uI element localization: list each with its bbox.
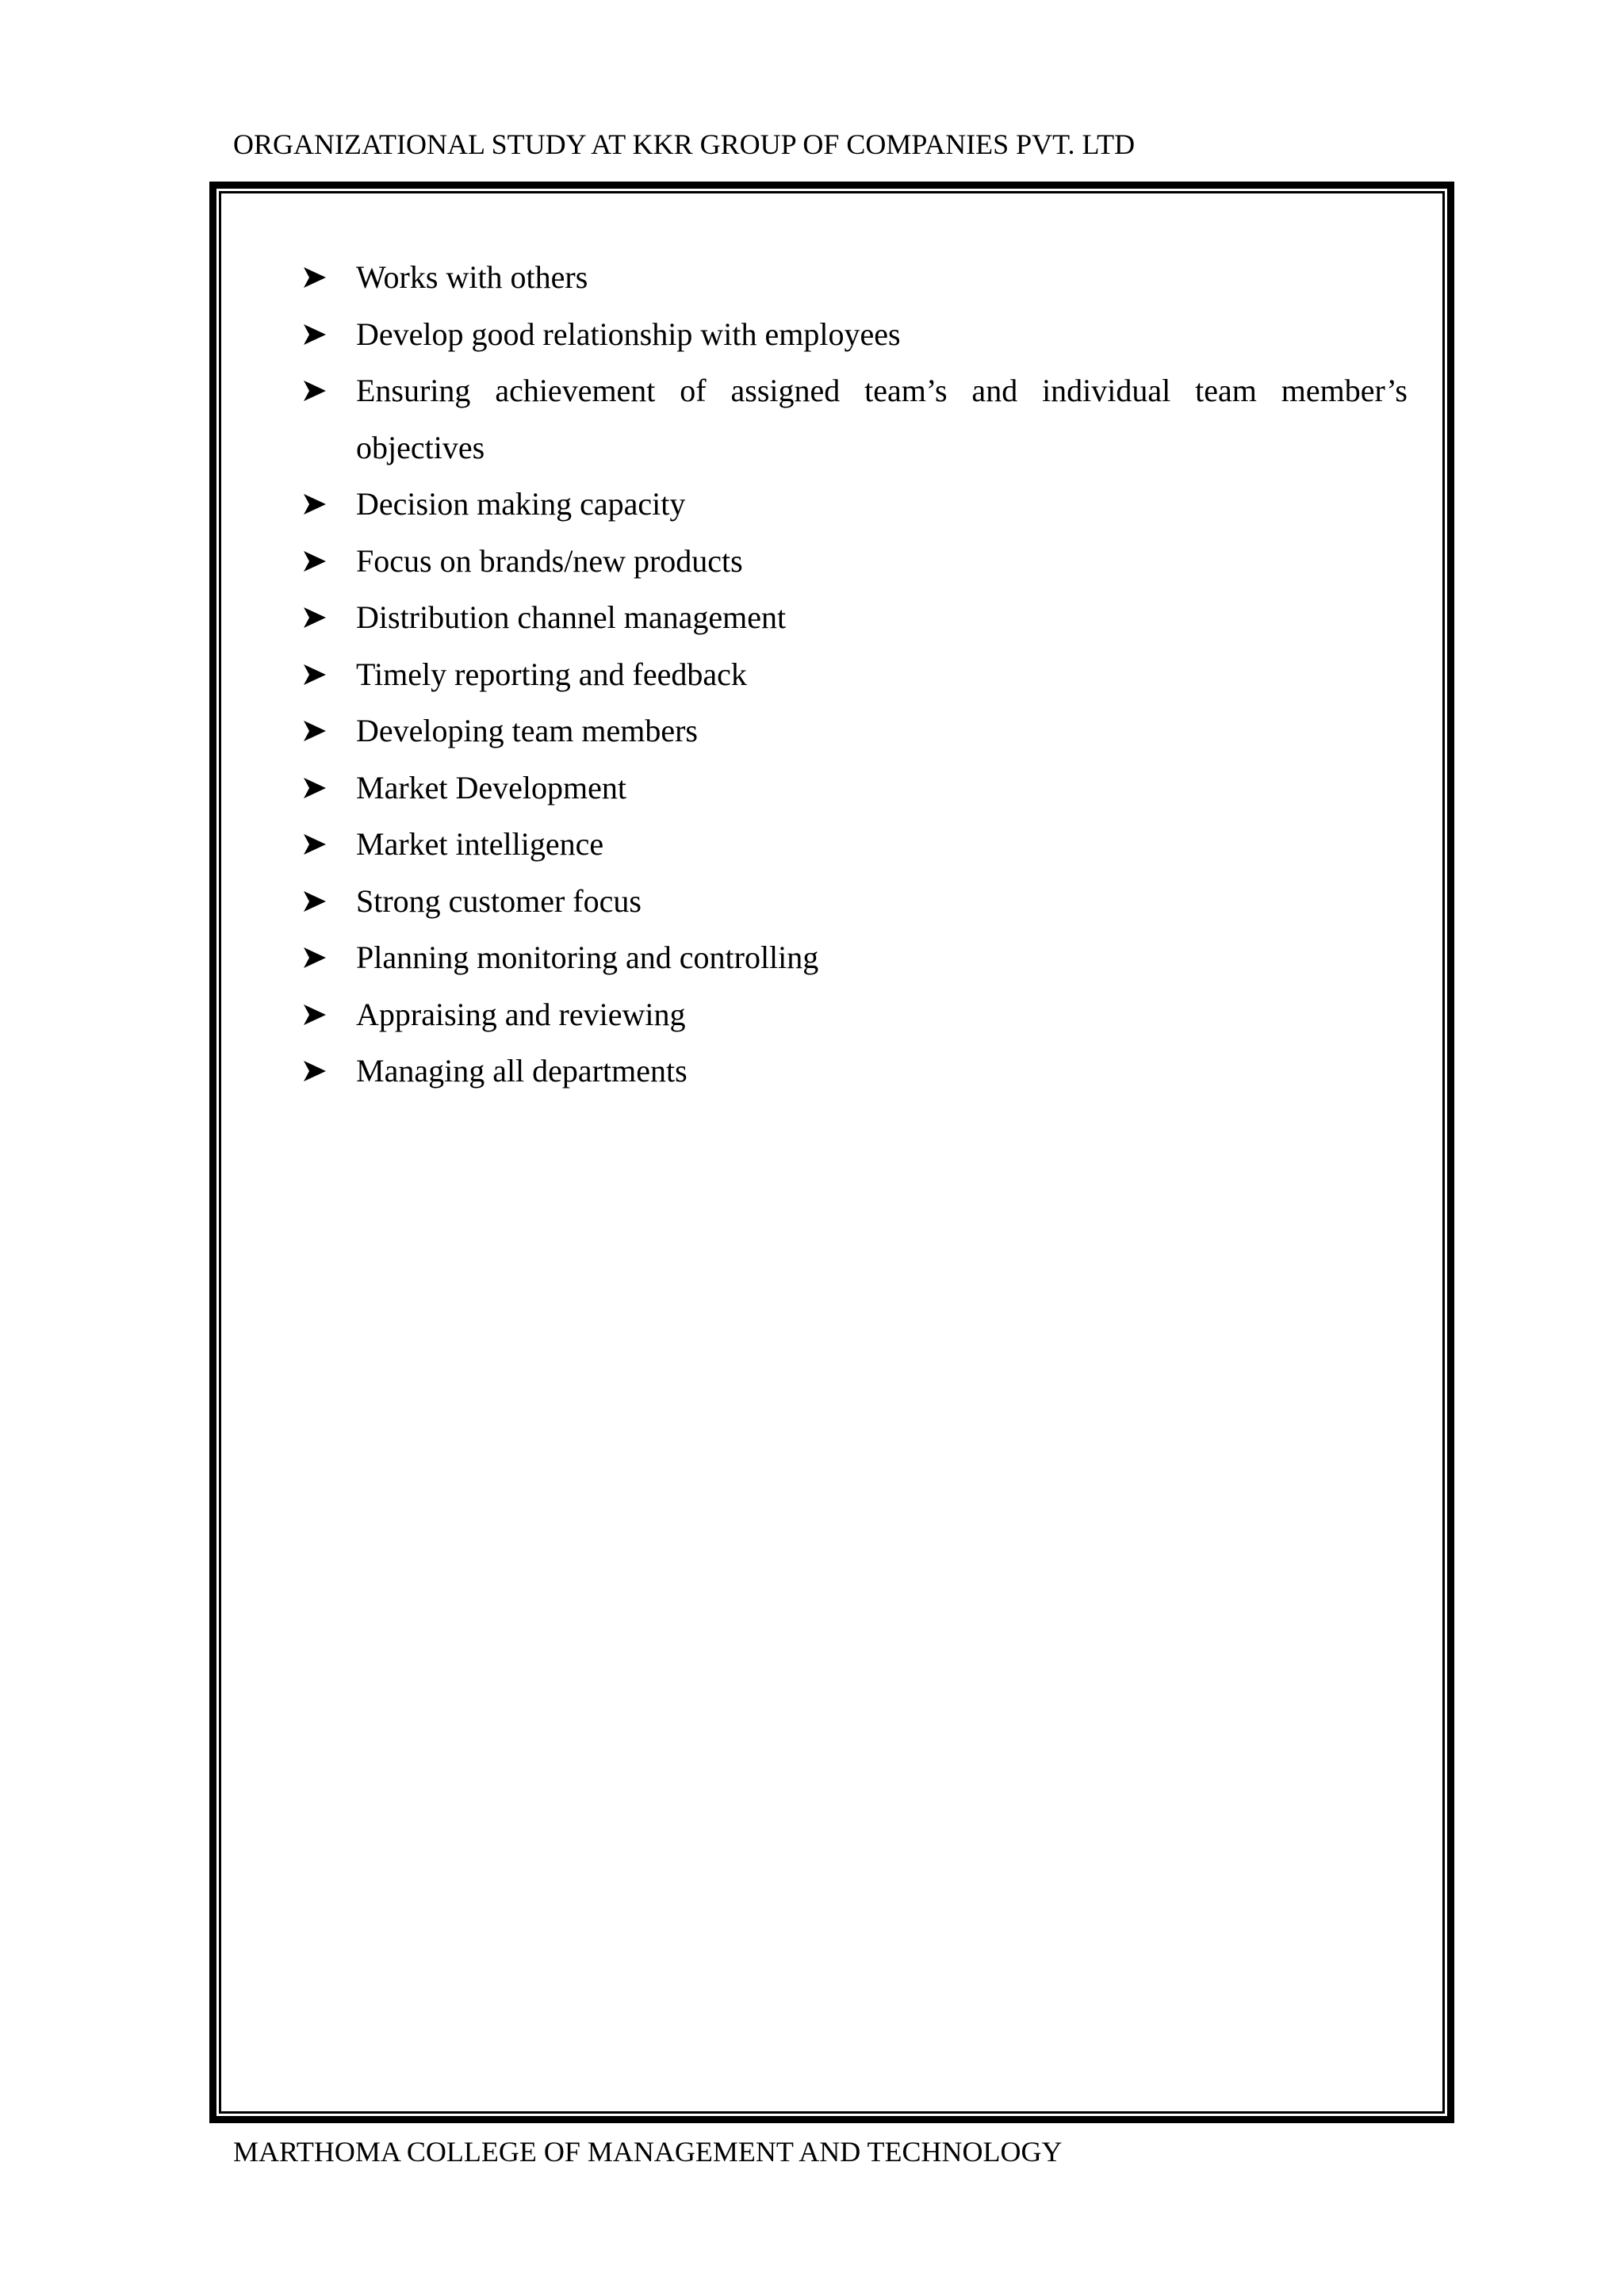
- list-item: [304, 646, 1408, 703]
- list-item: [304, 873, 1408, 930]
- arrowhead-bullet-icon: [304, 551, 326, 572]
- list-item: [304, 249, 1408, 306]
- list-item-text: Planning monitoring and controlling: [356, 939, 819, 975]
- bullet-list: [304, 249, 1408, 1100]
- arrowhead-bullet-icon: [304, 607, 326, 628]
- list-item-text: Developing team members: [356, 713, 698, 748]
- list-item-text: Appraising and reviewing: [356, 996, 686, 1032]
- arrowhead-bullet-icon: [304, 891, 326, 912]
- list-item: [304, 929, 1408, 986]
- list-item: [304, 816, 1408, 873]
- arrowhead-bullet-icon: [304, 664, 326, 685]
- arrowhead-bullet-icon: [304, 267, 326, 288]
- list-item: [304, 306, 1408, 363]
- arrowhead-bullet-icon: [304, 1061, 326, 1081]
- list-item-text: Distribution channel management: [356, 599, 787, 635]
- list-item-text: Focus on brands/new products: [356, 542, 743, 579]
- list-item-text: Develop good relationship with employees: [356, 316, 901, 352]
- arrowhead-bullet-icon: [304, 778, 326, 798]
- arrowhead-bullet-icon: [304, 324, 326, 345]
- list-item: [304, 1043, 1408, 1100]
- arrowhead-bullet-icon: [304, 947, 326, 968]
- list-item: [304, 760, 1408, 817]
- arrowhead-bullet-icon: [304, 1004, 326, 1025]
- list-item: [304, 986, 1408, 1043]
- arrowhead-bullet-icon: [304, 381, 326, 401]
- list-item-text: Market Development: [356, 769, 626, 806]
- list-item: [304, 533, 1408, 590]
- list-item-text: Decision making capacity: [356, 486, 686, 522]
- list-item-text: Works with others: [356, 259, 588, 295]
- list-item: [304, 589, 1408, 646]
- list-item-text: Market intelligence: [356, 826, 604, 862]
- list-item-text: Managing all departments: [356, 1053, 688, 1089]
- arrowhead-bullet-icon: [304, 721, 326, 741]
- list-item: [304, 476, 1408, 533]
- list-item: [304, 362, 1408, 476]
- list-item-text: Timely reporting and feedback: [356, 656, 747, 692]
- page-header: ORGANIZATIONAL STUDY AT KKR GROUP OF COMPANIES PVT. LTD: [233, 128, 1136, 160]
- list-item: [304, 702, 1408, 760]
- page-footer: MARTHOMA COLLEGE OF MANAGEMENT AND TECHNOLOGY: [233, 2136, 1063, 2168]
- arrowhead-bullet-icon: [304, 494, 326, 515]
- list-item-text: Ensuring achievement of assigned team’s and individual team member’s objectives: [356, 373, 1408, 465]
- list-item-text: Strong customer focus: [356, 882, 642, 919]
- arrowhead-bullet-icon: [304, 834, 326, 855]
